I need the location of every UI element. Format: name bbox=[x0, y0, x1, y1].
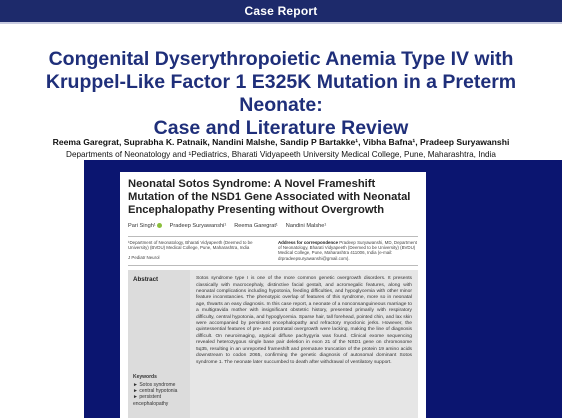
header-divider bbox=[0, 22, 562, 24]
article-title-line: Congenital Dyserythropoietic Anemia Type IV with bbox=[48, 48, 514, 70]
article-affiliation: Departments of Neonatology and ¹Pediatrics, Bharati Vidyapeeth University Medical College, Pune, Maharashtra, India bbox=[66, 150, 496, 159]
overlay-affiliation-block bbox=[128, 240, 418, 262]
overlay-author: Pradeep Suryawanshi¹ bbox=[169, 222, 227, 229]
article-title bbox=[20, 48, 542, 140]
overlay-abstract-box bbox=[128, 270, 418, 418]
keyword-item: ► Sotos syndrome bbox=[133, 381, 176, 388]
orcid-icon bbox=[157, 223, 162, 228]
section-header-bar bbox=[0, 0, 562, 22]
abstract-text: Sotos syndrome type I is one of the more common genetic overgrowth disorders. It presents classically with macrocephaly, distinctive facial gestalt, and acromegalic features, along with neonatal complications including hypotonia, feeding difficulties, and hypoglycemia with other minor feature inconstancies. The phenotypic overlap of features of this syndrome, more so in neonatal age, thwarts an easy diagnosis. In this case report, a neonate of a nonconsanguineous marriage to a multigravida mother with insignificant obstetric history, presented primarily with respiratory difficulty, central hypotonia, and hypoglycemia. Sparse hair, tall forehead, pointed chin, and lax skin were accompanied by persistent encephalopathy and refractory myoclonic jerks. However, the quintessential features of pre- and postnatal overgrowth were lacking, making the line of diagnosis difficult. On neuroimaging, atypical diffuse pachygyria was found. Clinical exome sequencing revealed heterozygous single base pair deletion in exon 21 of the NSD1 gene on chromosome 5q35, resulting in an unreported frameshift and premature truncation of the protein 19 amino acids downstream to codon 2065, confirming the genetic diagnosis of autosomal dominant Sotos syndrome 1. The neonate later succumbed to death after withdrawal of ventilatory support. bbox=[196, 276, 412, 365]
article-title-line: Kruppel-Like Factor 1 E325K Mutation in a Preterm Neonate: bbox=[45, 71, 517, 116]
overlay-author: Reema Garegrat¹ bbox=[234, 222, 278, 229]
overlay-paper-authors bbox=[128, 223, 418, 229]
overlay-paper-title: Neonatal Sotos Syndrome: A Novel Frameshift Mutation of the NSD1 Gene Associated with Neonatal Encephalopathy Presenting without Overgrowth bbox=[128, 178, 411, 217]
overlay-author: Pari Singh¹ bbox=[128, 223, 162, 229]
overlay-author: Nandini Malshe¹ bbox=[285, 222, 327, 229]
section-label: Case Report bbox=[244, 4, 318, 18]
overlay-paper bbox=[120, 172, 426, 418]
white-margin bbox=[0, 160, 84, 418]
overlay-correspondence: Address for correspondence Pradeep Suryawanshi, MD, Department of Neonatology, Bharati Vidyapeeth (Deemed to be University) (BVDU) Medical College, Pune, Maharashtra 411006, India (e-mail: drpradeepsuryawanshi@gmail.com). bbox=[278, 239, 417, 261]
keyword-item: ► persistent bbox=[133, 394, 162, 401]
abstract-sidebar bbox=[128, 270, 190, 418]
keyword-item: encephalopathy bbox=[133, 400, 169, 407]
overlay-divider bbox=[128, 265, 418, 266]
overlay-affiliation-left: ¹Department of Neonatology, Bharati Vidyapeeth (Deemed to be University) (BVDU) Medical College, Pune, Maharashtra, India J Pediatr Neurol bbox=[128, 239, 253, 261]
article-title-line: Case and Literature Review bbox=[153, 117, 409, 139]
overlay-divider bbox=[128, 236, 418, 237]
article-authors: Reema Garegrat, Suprabha K. Patnaik, Nandini Malshe, Sandip P Bartakke¹, Vibha Bafna¹, Pradeep Suryawanshi bbox=[52, 137, 510, 147]
abstract-heading: Abstract bbox=[133, 276, 159, 284]
keyword-item: ► central hypotonia bbox=[133, 388, 178, 395]
keywords-heading: Keywords bbox=[133, 374, 157, 381]
keywords-block bbox=[133, 374, 177, 407]
